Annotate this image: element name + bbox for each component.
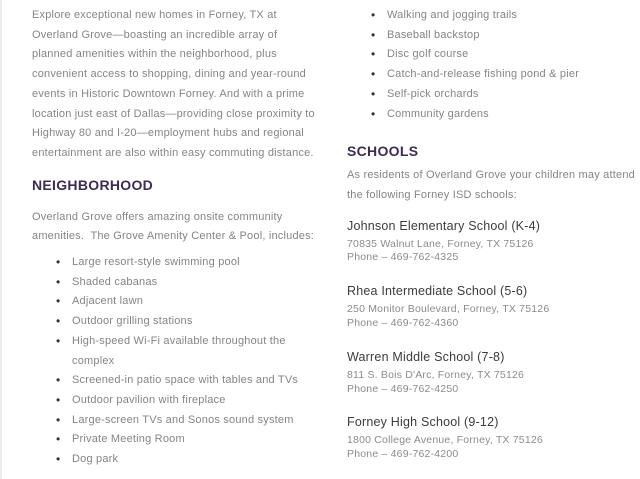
amenity-list-item: • Shaded cabanas	[32, 273, 317, 293]
amenity-list-item: • Outdoor grilling stations	[32, 312, 317, 332]
amenities-list-continued	[347, 0, 635, 124]
intro-paragraph: Explore exceptional new homes in Forney, TX at Overland Grove—boasting an incredible array of planned amenities within the neighborhood, plus convenient access to shopping, dining and year-round events in Historic Downtown Forney. And with a prime location just east of Dallas—providing close proximity to Highway 80 and I-20—employment hubs and regional entertainment are also within easy commuting distance.	[32, 9, 319, 159]
school-phone: Phone – 469-762-4250	[347, 382, 459, 395]
school-entry	[347, 219, 635, 266]
amenities-list	[32, 253, 317, 470]
neighborhood-description: Overland Grove offers amazing onsite community amenities. The Grove Amenity Center & Pool, includes:	[32, 210, 315, 243]
school-list	[347, 219, 635, 462]
school-address: 70835 Walnut Lane, Forney, TX 75126	[347, 237, 534, 250]
amenity-list-item: • Catch-and-release fishing pond & pier	[347, 65, 635, 85]
school-name: Forney High School (9-12)	[347, 415, 499, 430]
school-entry	[347, 415, 635, 462]
school-name: Warren Middle School (7-8)	[347, 349, 505, 364]
school-name: Rhea Intermediate School (5-6)	[347, 284, 528, 299]
right-column	[347, 0, 639, 479]
school-address: 1800 College Avenue, Forney, TX 75126	[347, 434, 543, 447]
school-phone: Phone – 469-762-4200	[347, 448, 459, 461]
schools-heading: SCHOOLS	[347, 143, 419, 160]
school-phone: Phone – 469-762-4325	[347, 251, 459, 264]
amenity-list-item: • High-speed Wi-Fi available throughout the complex	[32, 332, 317, 371]
amenity-list-item: • Dog park	[32, 450, 317, 470]
amenity-list-item: • Community gardens	[347, 105, 635, 125]
amenity-list-item: • Large-screen TVs and Sonos sound system	[32, 411, 317, 431]
left-column	[32, 0, 317, 470]
amenity-list-item: • Walking and jogging trails	[347, 6, 635, 26]
school-address: 811 S. Bois D'Arc, Forney, TX 75126	[347, 368, 525, 381]
amenity-list-item: • Disc golf course	[347, 45, 635, 65]
amenity-list-item: • Self-pick orchards	[347, 85, 635, 105]
school-entry	[347, 350, 635, 397]
amenity-list-item: • Screened-in patio space with tables and TVs	[32, 371, 317, 391]
school-name: Johnson Elementary School (K-4)	[347, 218, 541, 233]
amenity-list-item: • Large resort-style swimming pool	[32, 253, 317, 273]
school-phone: Phone – 469-762-4360	[347, 317, 459, 330]
amenity-list-item: • Outdoor pavilion with fireplace	[32, 391, 317, 411]
school-address: 250 Monitor Boulevard, Forney, TX 75126	[347, 303, 550, 316]
neighborhood-heading: NEIGHBORHOOD	[32, 176, 154, 193]
schools-description: As residents of Overland Grove your children may attend the following Forney ISD schools:	[347, 169, 639, 201]
amenity-list-item: • Adjacent lawn	[32, 292, 317, 312]
amenity-list-item: • Private Meeting Room	[32, 430, 317, 450]
school-entry	[347, 284, 635, 331]
amenity-list-item: • Baseball backstop	[347, 26, 635, 46]
